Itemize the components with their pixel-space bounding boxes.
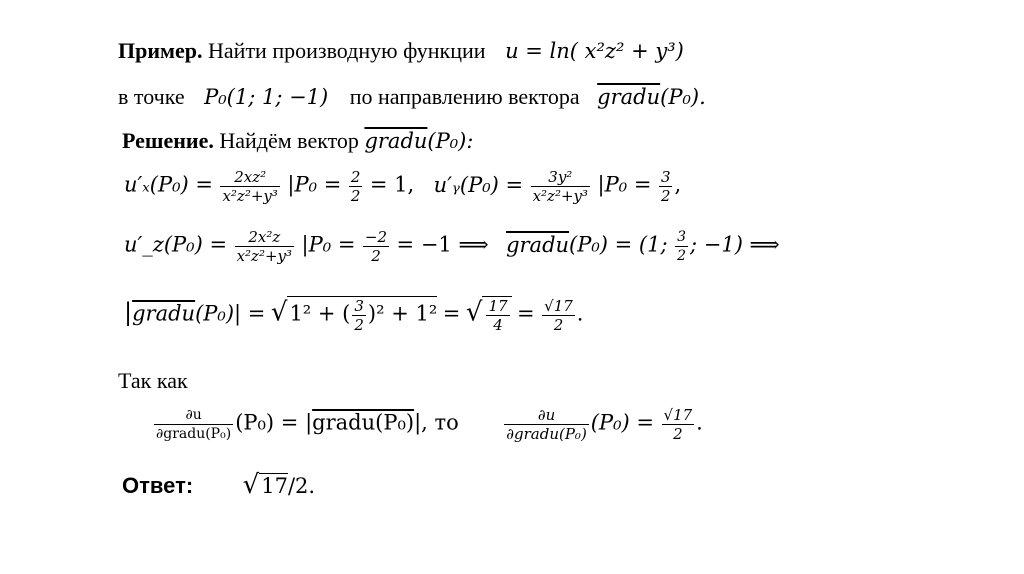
f-den: 2 [354, 316, 364, 334]
r-den: 4 [486, 315, 509, 334]
uz-n2: −2 [364, 228, 388, 246]
sqrt-sign-2: √ [465, 297, 483, 328]
grad-vector: gradu [132, 301, 196, 326]
grad-vector: gradu(P₀) [312, 410, 415, 435]
g-den: 2 [677, 248, 686, 264]
uz-d2: 2 [363, 246, 389, 265]
d-num: ∂u [185, 407, 202, 423]
answer-line [122, 470, 315, 500]
grad-value: (P₀) = (1; [569, 232, 668, 257]
answer-sqrt-sign: √ [242, 470, 260, 500]
derivative-fraction [154, 406, 233, 443]
ux-n2: 2 [350, 168, 361, 186]
mid-text-2: |, то [414, 410, 459, 435]
point-prefix: в точке [118, 84, 185, 109]
result-fraction [542, 297, 575, 334]
directional-derivative-line [152, 406, 703, 443]
r-num: 17 [488, 297, 508, 315]
uz-den: x²z²+y³ [236, 247, 293, 265]
f-num: 3 [354, 297, 364, 315]
ux-fraction [220, 168, 279, 205]
since-line [118, 368, 188, 394]
sqrt-sign: √ [270, 297, 288, 328]
since-text: Так как [118, 368, 188, 393]
grad-end: ; −1) ⟹ [689, 232, 780, 257]
inner-fraction [352, 297, 366, 334]
uz-lhs: u′_z(P₀) = [124, 232, 228, 257]
uy-result: , [674, 172, 682, 197]
uy-lhs: u′ᵧ(P₀) = [433, 172, 524, 197]
uy-bar: |P₀ = [597, 172, 652, 197]
gradient-magnitude [124, 296, 583, 334]
ux-bar: |P₀ = [287, 172, 342, 197]
uy-fraction [531, 168, 590, 205]
grad-arg: (P₀): [427, 129, 474, 153]
mid-text: (P₀) = | [235, 410, 313, 435]
uz-num: 2x²z [248, 228, 281, 246]
equals: = [442, 301, 461, 326]
answer-rest: /2. [287, 474, 316, 498]
uy-n2: 3 [660, 168, 671, 186]
d2-num: ∂u [537, 406, 556, 424]
grad-y-fraction [675, 228, 688, 265]
s-den: 2 [542, 315, 575, 334]
solution-line [122, 128, 473, 154]
r2-den: 2 [662, 424, 695, 443]
sum-a: 1² + ( [289, 301, 351, 326]
sum-b: )² + 1² [367, 301, 438, 326]
uz-fraction [235, 228, 294, 265]
ux-lhs: u′ₓ(P₀) = [124, 172, 213, 197]
task-line [118, 38, 684, 64]
uy-num: 3y² [548, 168, 573, 186]
example-label: Пример. [118, 38, 203, 63]
grad-vector: gradu [506, 232, 570, 257]
period: . [576, 301, 584, 326]
sqrt-body [287, 296, 437, 334]
derivative-fraction-2 [504, 406, 589, 443]
root-fraction [486, 297, 509, 334]
d2-den: ∂gradu(P₀) [506, 425, 587, 443]
result-eq: (P₀) = [590, 410, 655, 435]
solution-label: Решение. [122, 128, 214, 153]
uy-d2: 2 [660, 187, 671, 205]
uz-result: = −1 ⟹ [396, 232, 489, 257]
grad-vector: gradu [597, 85, 661, 109]
abs-open: | [124, 298, 133, 327]
s-num: √17 [544, 297, 573, 315]
equals-2: = [517, 301, 535, 326]
grad-arg: (P₀). [660, 85, 706, 109]
uy-den: x²z²+y³ [532, 187, 589, 205]
partial-derivative-z-and-gradient [124, 228, 780, 265]
grad-vector: gradu [364, 129, 428, 153]
task-text: Найти производную функции [208, 38, 486, 63]
ux-result: = 1, [369, 172, 415, 197]
ux-value-fraction [349, 168, 363, 205]
answer-root: 17 [261, 474, 288, 498]
ux-d2: 2 [350, 187, 361, 205]
ux-den: x²z²+y³ [222, 187, 278, 205]
result-fraction-2 [662, 406, 695, 443]
point-formula: P₀(1; 1; −1) [204, 85, 329, 109]
uy-value-fraction [659, 168, 673, 205]
partial-derivatives-xy [124, 168, 681, 205]
function-formula: u = ln( x²z² + y³) [505, 39, 684, 63]
grad-magnitude-arg: (P₀)| = [195, 301, 266, 326]
point-line [118, 84, 706, 110]
ux-num: 2xz² [234, 168, 267, 186]
direction-text: по направлению вектора [349, 84, 580, 109]
r2-num: √17 [663, 406, 693, 424]
d-den: ∂gradu(P₀) [156, 426, 232, 442]
g-num: 3 [677, 229, 686, 245]
answer-label: Ответ: [122, 473, 194, 498]
sqrt-body-2 [482, 296, 511, 334]
solution-text: Найдём вектор [219, 128, 359, 153]
uz-bar: |P₀ = [301, 232, 356, 257]
uz-value-fraction [363, 228, 389, 265]
period-2: . [696, 410, 703, 435]
